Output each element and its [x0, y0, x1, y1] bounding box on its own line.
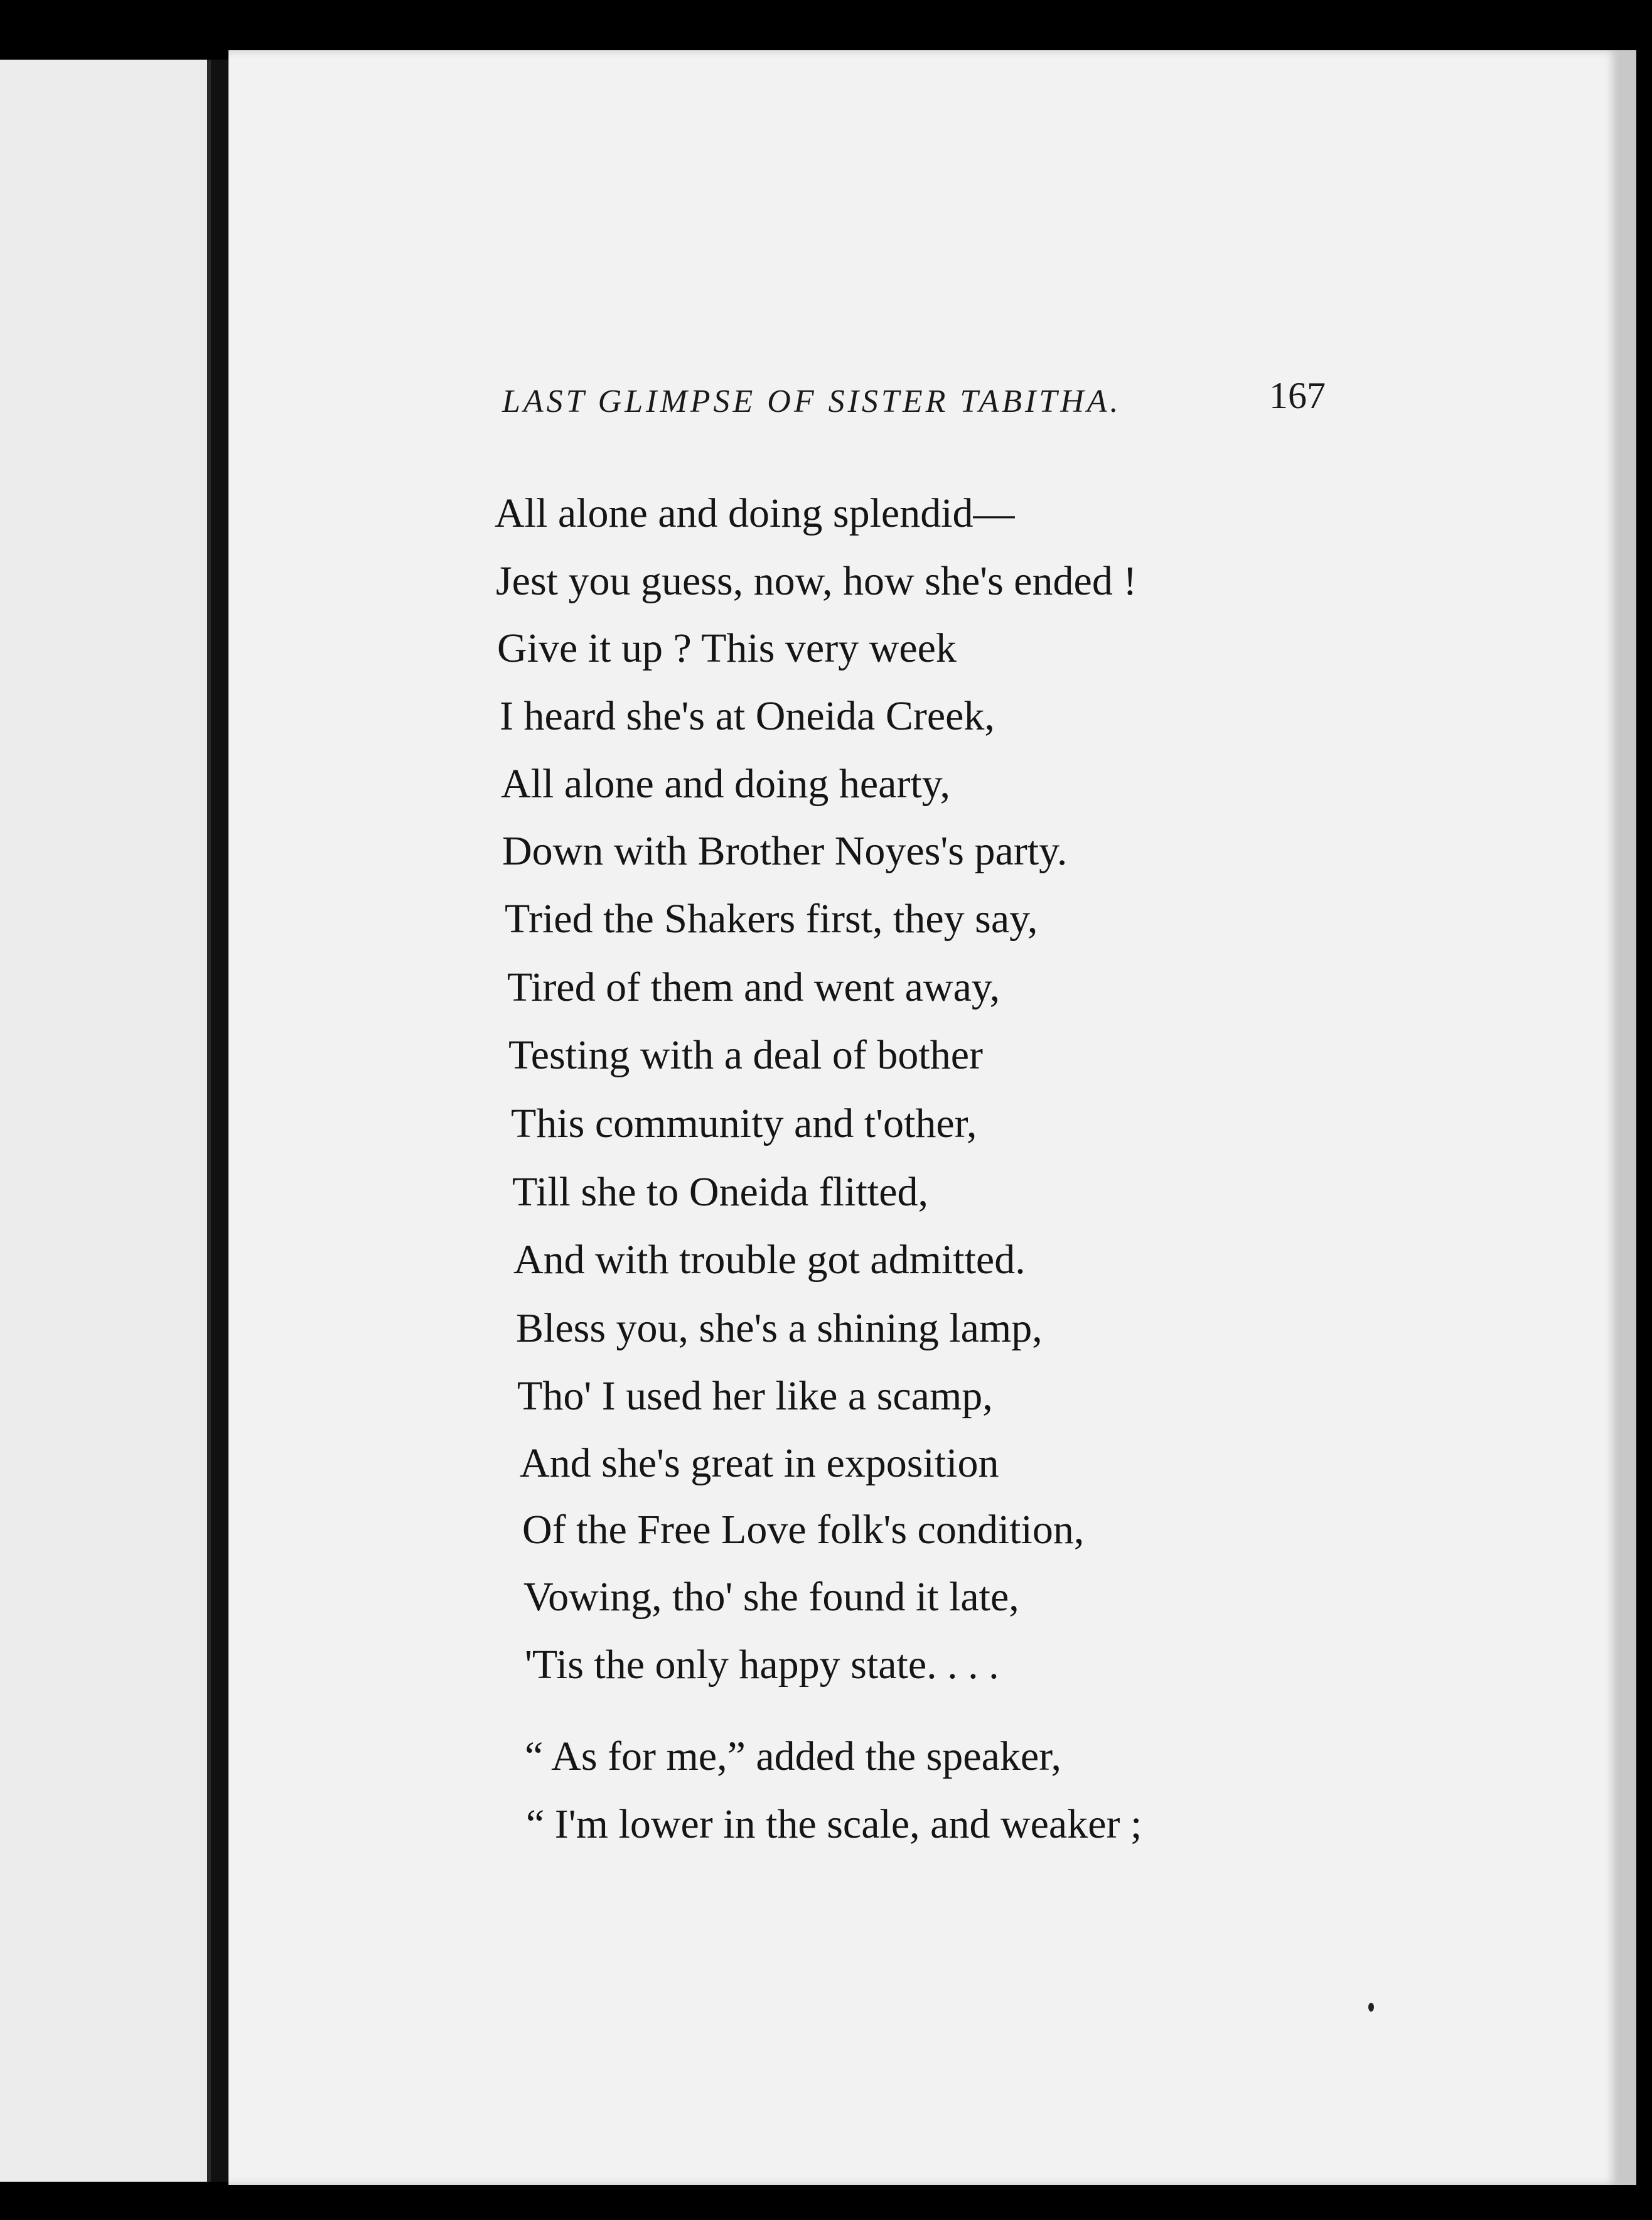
- ink-speck: [1368, 2003, 1374, 2012]
- poem-line: Till she to Oneida flitted,: [512, 1169, 929, 1215]
- page-number: 167: [1269, 375, 1326, 416]
- poem-line: Tired of them and went away,: [507, 964, 1000, 1010]
- left-page: [0, 60, 211, 2182]
- poem-line: Bless you, she's a shining lamp,: [516, 1305, 1043, 1351]
- poem-line: Jest you guess, now, how she's ended !: [496, 558, 1137, 604]
- poem-line: “ As for me,” added the speaker,: [525, 1733, 1062, 1779]
- poem-line: I heard she's at Oneida Creek,: [500, 693, 995, 739]
- poem-line: 'Tis the only happy state. . . .: [525, 1642, 999, 1688]
- poem-line: Down with Brother Noyes's party.: [502, 828, 1068, 874]
- poem-line: This community and t'other,: [511, 1101, 977, 1146]
- page-edge: [1619, 50, 1636, 2185]
- poem-line: Vowing, tho' she found it late,: [523, 1574, 1019, 1620]
- book-gutter: [211, 60, 228, 2182]
- poem-line: Testing with a deal of bother: [508, 1032, 984, 1078]
- poem-line: All alone and doing hearty,: [501, 761, 951, 807]
- poem-line: Give it up ? This very week: [497, 625, 957, 671]
- poem-line: “ I'm lower in the scale, and weaker ;: [526, 1801, 1142, 1847]
- poem-line: Tried the Shakers first, they say,: [505, 896, 1038, 942]
- poem-line: Tho' I used her like a scamp,: [517, 1373, 993, 1419]
- poem-line: And with trouble got admitted.: [513, 1237, 1026, 1283]
- poem-line: And she's great in exposition: [520, 1440, 999, 1486]
- running-head: LAST GLIMPSE OF SISTER TABITHA.: [502, 384, 1122, 419]
- poem-line: All alone and doing splendid—: [495, 490, 1015, 536]
- poem-line: Of the Free Love folk's condition,: [522, 1507, 1085, 1553]
